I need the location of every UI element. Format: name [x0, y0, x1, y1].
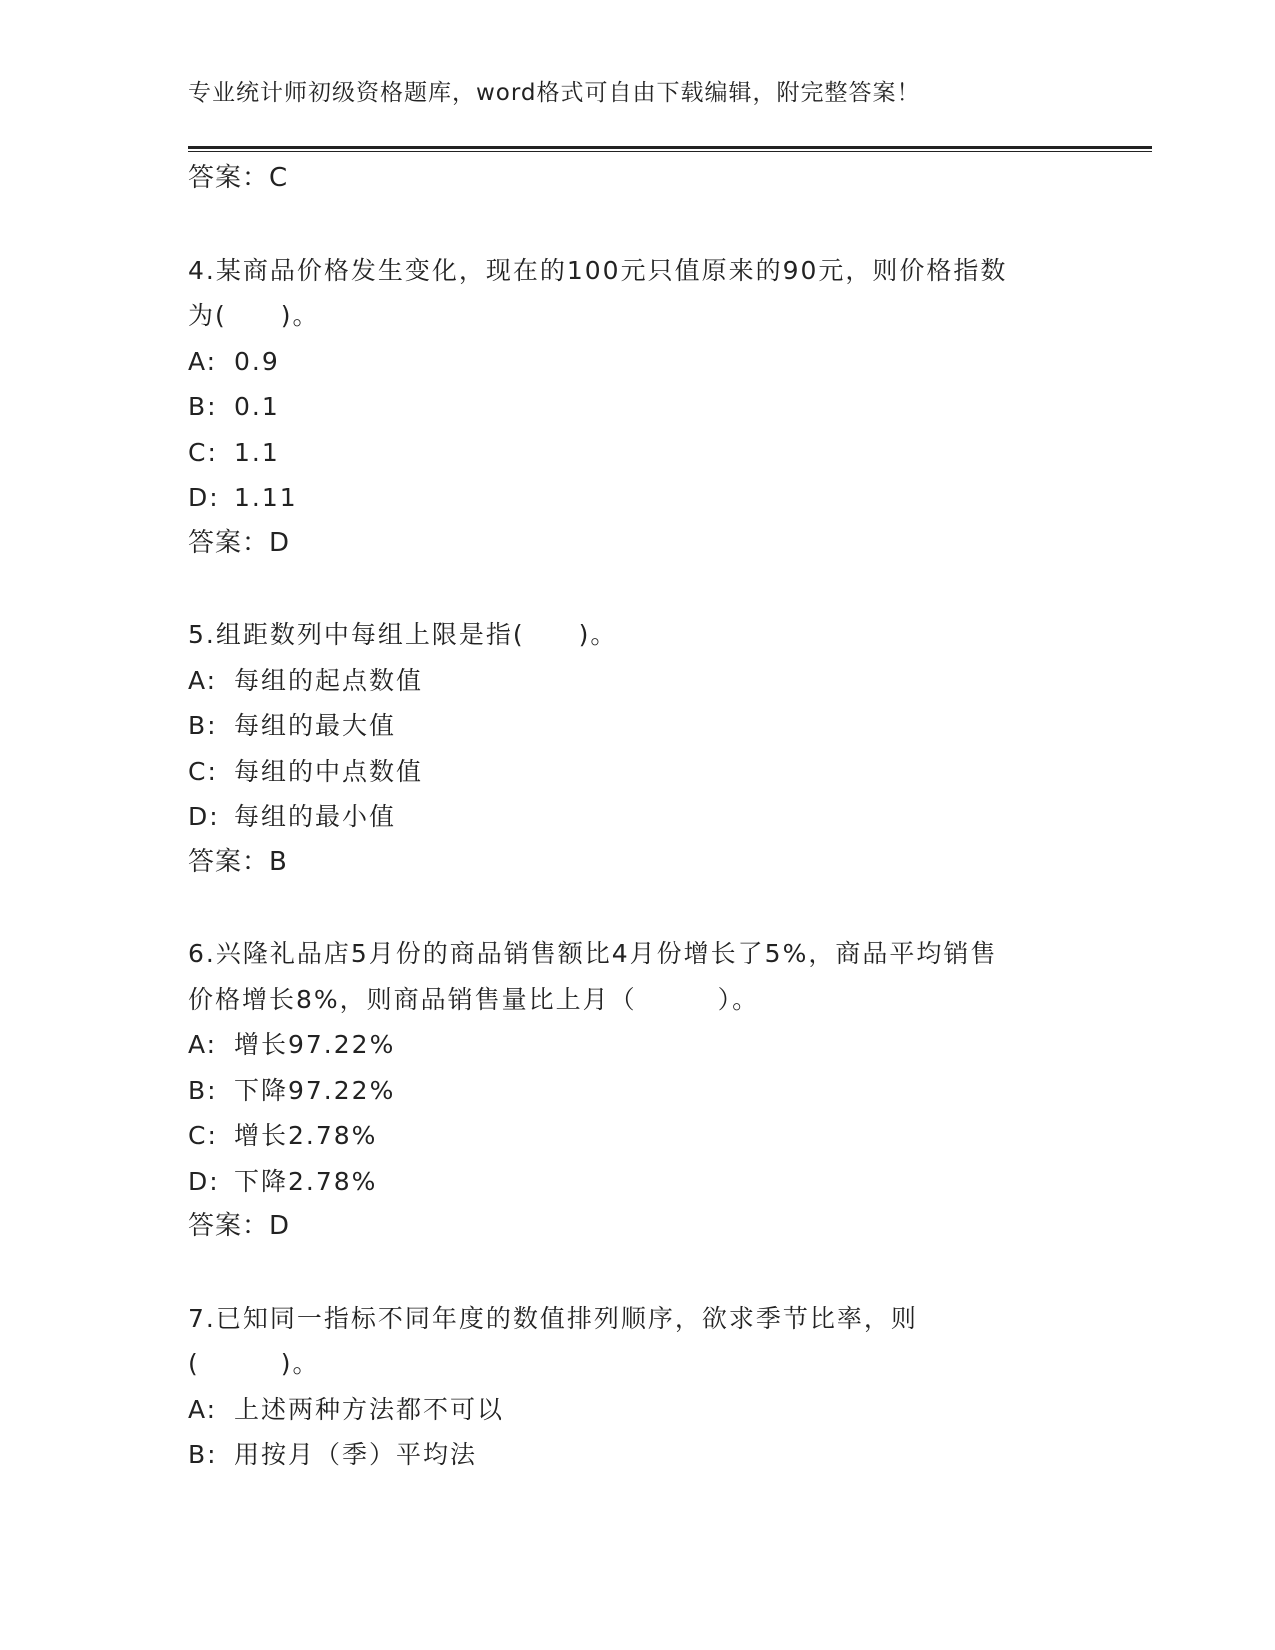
question-text: ( )。	[188, 1349, 320, 1378]
option-line	[188, 339, 1088, 385]
option-line	[188, 1068, 1088, 1114]
option-text: 1.1	[234, 437, 280, 467]
answer-line: 答案：D	[188, 527, 291, 558]
option-line	[188, 658, 1088, 704]
option-text: 每组的起点数值	[234, 665, 424, 695]
question-block	[188, 931, 1088, 1250]
option-line	[188, 749, 1088, 795]
option-text: 增长2.78%	[234, 1121, 378, 1150]
option-letter: C:	[188, 437, 218, 467]
option-line	[188, 1432, 1088, 1478]
option-text: 上述两种方法都不可以	[234, 1394, 505, 1424]
answer-line: 答案：B	[188, 846, 288, 877]
option-letter: A:	[188, 346, 218, 376]
option-line	[188, 794, 1088, 840]
question-text: 7.已知同一指标不同年度的数值排列顺序，欲求季节比率，则	[188, 1303, 918, 1333]
option-line	[188, 475, 1088, 521]
option-letter: C:	[188, 756, 218, 786]
option-text: 0.1	[234, 392, 280, 421]
option-letter: A:	[188, 665, 218, 695]
option-text: 下降2.78%	[234, 1166, 378, 1196]
option-text: 增长97.22%	[234, 1030, 396, 1059]
option-text: 下降97.22%	[234, 1075, 396, 1105]
option-letter: A:	[188, 1394, 218, 1424]
option-text: 每组的最小值	[234, 802, 397, 831]
question-text: 5.组距数列中每组上限是指( )。	[188, 620, 618, 649]
option-line	[188, 1387, 1088, 1433]
option-text: 1.11	[234, 483, 298, 512]
option-letter: D:	[188, 483, 220, 512]
question-block	[188, 1296, 1088, 1478]
option-line	[188, 1159, 1088, 1205]
question-block	[188, 612, 1088, 885]
page-header: 专业统计师初级资格题库，word格式可自由下载编辑，附完整答案！	[188, 80, 921, 106]
question-text: 价格增长8%，则商品销售量比上月（ ）。	[188, 984, 760, 1014]
question-text: 为( )。	[188, 301, 320, 330]
option-letter: B:	[188, 711, 218, 740]
header-rule-thick	[188, 146, 1152, 149]
option-letter: D:	[188, 1166, 220, 1196]
question-block	[188, 156, 1088, 202]
answer-line: 答案：D	[188, 1211, 291, 1241]
question-text: 6.兴隆礼品店5月份的商品销售额比4月份增长了5%，商品平均销售	[188, 939, 998, 968]
option-letter: B:	[188, 1075, 218, 1105]
option-letter: B:	[188, 1440, 218, 1469]
option-letter: B:	[188, 392, 218, 421]
option-text: 0.9	[234, 346, 280, 376]
option-letter: A:	[188, 1030, 218, 1059]
header-rule-thin	[188, 151, 1152, 152]
question-text: 4.某商品价格发生变化，现在的100元只值原来的90元，则价格指数	[188, 255, 1008, 285]
question-block	[188, 248, 1088, 567]
option-line	[188, 1022, 1088, 1068]
option-text: 每组的中点数值	[234, 756, 424, 786]
document-body	[188, 156, 1088, 1478]
answer-line: 答案：C	[188, 163, 289, 193]
option-line	[188, 430, 1088, 476]
option-line	[188, 384, 1088, 430]
option-text: 用按月（季）平均法	[234, 1440, 478, 1469]
option-line	[188, 1113, 1088, 1159]
option-letter: D:	[188, 802, 220, 831]
option-text: 每组的最大值	[234, 711, 397, 740]
option-letter: C:	[188, 1121, 218, 1150]
option-line	[188, 703, 1088, 749]
